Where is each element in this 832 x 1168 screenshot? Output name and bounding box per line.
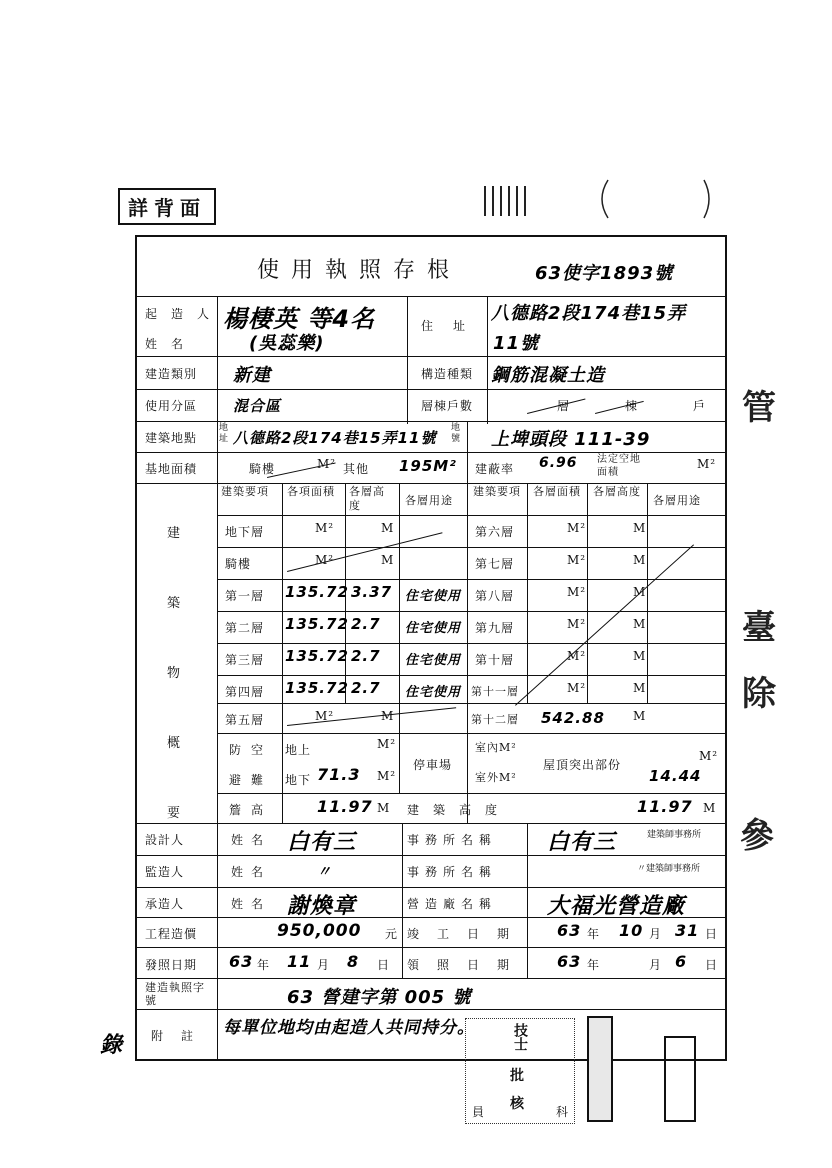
site-address: 八德路2段174巷15弄11號 <box>233 429 437 447</box>
other-label: 其他 <box>343 462 370 476</box>
issue-day: 8 <box>347 952 360 971</box>
floor-height: M <box>633 521 647 535</box>
floor-area: M² <box>567 617 587 631</box>
floor-name: 第十二層 <box>471 713 519 726</box>
month-suffix: 月 <box>649 958 663 972</box>
bldg-height-unit: M <box>703 801 717 815</box>
address-value: 八德路2段174巷15弄 <box>491 303 687 324</box>
edge-char-3: 除 <box>742 674 776 714</box>
year-suffix: 年 <box>587 958 601 972</box>
floors-unit-2: 棟 <box>625 399 639 413</box>
cost-value: 950,000 <box>277 921 362 941</box>
year-suffix: 年 <box>587 927 601 941</box>
roof-label: 屋頂突出部份 <box>543 758 622 772</box>
contractor-firm-label: 營造廠名稱 <box>407 897 498 911</box>
floor-name: 第十層 <box>475 653 515 667</box>
area-label: 基地面積 <box>145 462 198 476</box>
floor-name: 第七層 <box>475 557 515 571</box>
floor-area: 135.72 <box>285 647 349 665</box>
floor-area: 542.88 <box>541 709 605 727</box>
bldg-height-label: 建築高度 <box>407 803 512 817</box>
col-header-5: 建築要項 <box>473 485 521 498</box>
coverage-label: 建蔽率 <box>475 462 515 476</box>
receive-day: 6 <box>675 952 688 971</box>
supervisor-name-label: 姓名 <box>231 865 272 879</box>
approve-stamp: 批 <box>510 1068 524 1084</box>
receive-label: 領照日期 <box>407 958 528 972</box>
section-label: 科 <box>556 1105 569 1119</box>
contractor-firm-value: 大福光營造廠 <box>547 894 686 919</box>
floors-unit-3: 戶 <box>693 399 707 413</box>
open-space-label: 法定空地面積 <box>597 454 641 478</box>
floor-area: M² <box>567 553 587 567</box>
floor-name: 地下層 <box>225 525 265 539</box>
col-header-2: 各項面積 <box>287 485 335 498</box>
floor-name: 第十一層 <box>471 685 519 698</box>
floor-height: M <box>633 681 647 695</box>
floor-height: M <box>381 521 395 535</box>
floor-name: 第二層 <box>225 621 265 635</box>
supervisor-office-value: 〃建築師事務所 <box>637 864 701 874</box>
address-value-2: 11號 <box>493 333 540 354</box>
month-suffix: 月 <box>317 958 331 972</box>
col-header-8: 各層用途 <box>653 494 701 507</box>
arcade-unit: M² <box>317 457 337 471</box>
floor-name: 第五層 <box>225 713 265 727</box>
designer-label: 設計人 <box>145 833 185 847</box>
parking-outdoor: 室外M² <box>475 771 517 784</box>
day-suffix: 日 <box>705 958 719 972</box>
floor-use: 住宅使用 <box>405 621 462 636</box>
floor-use: 住宅使用 <box>405 685 462 700</box>
completion-year: 63 <box>557 921 582 940</box>
note-label: 附註 <box>151 1029 212 1043</box>
top-right-stamp <box>478 176 714 222</box>
builder-label-2: 姓名 <box>145 337 198 351</box>
build-type-label: 建造類別 <box>145 367 198 381</box>
floor-area: M² <box>315 521 335 535</box>
issue-month: 11 <box>287 952 312 971</box>
roof-value: 14.44 <box>649 767 702 785</box>
shelter-label-1: 防空 <box>229 743 274 757</box>
floor-name: 第一層 <box>225 589 265 603</box>
shelter-below-value: 71.3 <box>317 765 361 784</box>
cost-label: 工程造價 <box>145 927 198 941</box>
shelter-above-label: 地上 <box>285 743 312 757</box>
supervisor-office-label: 事務所名稱 <box>407 865 498 879</box>
floor-name: 第三層 <box>225 653 265 667</box>
technician-stamp: 技士 <box>512 1023 528 1051</box>
site-lot-value: 上埤頭段 111-39 <box>491 429 651 450</box>
floors-unit-1: 層 <box>557 399 571 413</box>
zoning-label: 使用分區 <box>145 399 198 413</box>
day-suffix: 日 <box>377 958 391 972</box>
floor-name: 第八層 <box>475 589 515 603</box>
cost-unit: 元 <box>385 927 399 941</box>
building-summary-label: 建築物概要 <box>167 526 182 821</box>
builder-label-1: 起造人 <box>145 307 224 321</box>
completion-month: 10 <box>619 921 644 940</box>
supervisor-label: 監造人 <box>145 865 185 879</box>
permit-number: 63使字1893號 <box>535 263 674 284</box>
contractor-label: 承造人 <box>145 897 185 911</box>
permit-no-label: 建造執照字號 <box>145 981 205 1007</box>
floor-height: M <box>633 649 647 663</box>
parking-indoor: 室內M² <box>475 741 517 754</box>
address-label: 住址 <box>421 319 486 333</box>
structure-label: 構造種類 <box>421 367 474 381</box>
floor-height: M <box>633 553 647 567</box>
floor-height: M <box>381 553 395 567</box>
builder-value-2: (吳蕊樂) <box>249 333 325 354</box>
edge-char-2: 臺 <box>742 608 776 648</box>
permit-no-value: 63 營建字第 005 號 <box>287 987 472 1008</box>
contractor-value: 謝煥章 <box>287 894 357 919</box>
edge-char-4: 參 <box>740 816 774 856</box>
floor-height: M <box>633 617 647 631</box>
shelter-label-2: 避難 <box>229 773 274 787</box>
floor-name: 第九層 <box>475 621 515 635</box>
floor-height: 2.7 <box>351 679 381 697</box>
floor-area: M² <box>567 521 587 535</box>
structure-value: 鋼筋混凝土造 <box>491 365 605 386</box>
receive-year: 63 <box>557 952 582 971</box>
completion-day: 31 <box>675 921 700 940</box>
left-signature: 錄 <box>100 1033 123 1058</box>
completion-label: 竣工日期 <box>407 927 528 941</box>
year-suffix: 年 <box>257 958 271 972</box>
staff-label: 員 <box>472 1105 485 1119</box>
issue-year: 63 <box>229 952 254 971</box>
floor-area: 135.72 <box>285 679 349 697</box>
review-stamp: 核 <box>510 1096 524 1112</box>
shelter-below-unit: M² <box>377 769 397 783</box>
site-lot-label: 地號 <box>451 423 462 444</box>
arcade-label: 騎樓 <box>249 462 276 476</box>
open-space-unit: M² <box>697 457 717 471</box>
col-header-6: 各層面積 <box>533 485 581 498</box>
floor-height: 3.37 <box>351 583 393 601</box>
roof-unit: M² <box>699 749 719 763</box>
officer-seal <box>587 1016 613 1122</box>
shelter-above-unit: M² <box>377 737 397 751</box>
floor-height: 2.7 <box>351 647 381 665</box>
floor-use: 住宅使用 <box>405 653 462 668</box>
floor-height: 2.7 <box>351 615 381 633</box>
approval-stamp-box <box>465 1018 575 1124</box>
month-suffix: 月 <box>649 927 663 941</box>
eave-unit: M <box>377 801 391 815</box>
designer-value: 白有三 <box>287 830 357 855</box>
day-suffix: 日 <box>705 927 719 941</box>
form-title: 使用執照存根 <box>257 258 462 283</box>
floors-label: 層棟戶數 <box>421 399 474 413</box>
other-value: 195M² <box>399 457 457 475</box>
issue-label: 發照日期 <box>145 958 198 972</box>
chief-seal <box>664 1036 696 1122</box>
shelter-below-label: 地下 <box>285 773 312 787</box>
zoning-value: 混合區 <box>233 397 282 415</box>
site-label: 建築地點 <box>145 431 198 445</box>
eave-value: 11.97 <box>317 797 373 816</box>
designer-office-label: 事務所名稱 <box>407 833 498 847</box>
floor-height: M <box>381 709 395 723</box>
col-header-7: 各層高度 <box>593 485 641 498</box>
col-header-3: 各層高度 <box>349 485 385 512</box>
designer-name-label: 姓名 <box>231 833 272 847</box>
floor-area: 135.72 <box>285 615 349 633</box>
floor-area: M² <box>315 709 335 723</box>
supervisor-value: 〃 <box>317 864 332 880</box>
floor-name: 第四層 <box>225 685 265 699</box>
floor-area: M² <box>567 649 587 663</box>
floor-area: M² <box>567 681 587 695</box>
contractor-name-label: 姓名 <box>231 897 272 911</box>
designer-office-value: 白有三 <box>547 830 617 855</box>
build-type-value: 新建 <box>233 365 271 386</box>
floor-height: M <box>633 585 647 599</box>
floor-height: M <box>633 709 647 723</box>
parking-label: 停車場 <box>413 758 453 772</box>
floor-name: 第六層 <box>475 525 515 539</box>
floor-area: M² <box>567 585 587 599</box>
permit-form <box>135 235 727 1061</box>
eave-label: 簷高 <box>229 803 274 817</box>
designer-office-suffix: 建築師事務所 <box>647 830 702 840</box>
floor-area: 135.72 <box>285 583 349 601</box>
col-header-4: 各層用途 <box>405 494 453 507</box>
floor-use: 住宅使用 <box>405 589 462 604</box>
floor-area: M² <box>315 553 335 567</box>
bldg-height-value: 11.97 <box>637 797 693 816</box>
note-value: 每單位地均由起造人共同持分。 <box>223 1018 475 1038</box>
site-addr-label: 地址 <box>219 423 230 444</box>
edge-char-1: 管 <box>742 388 776 428</box>
col-header-1: 建築要項 <box>221 485 269 498</box>
floor-name: 騎樓 <box>225 557 252 571</box>
builder-value: 楊棲英 等4名 <box>223 305 376 333</box>
detail-back-stamp: 詳背面 <box>118 188 216 225</box>
coverage-value: 6.96 <box>539 455 578 471</box>
